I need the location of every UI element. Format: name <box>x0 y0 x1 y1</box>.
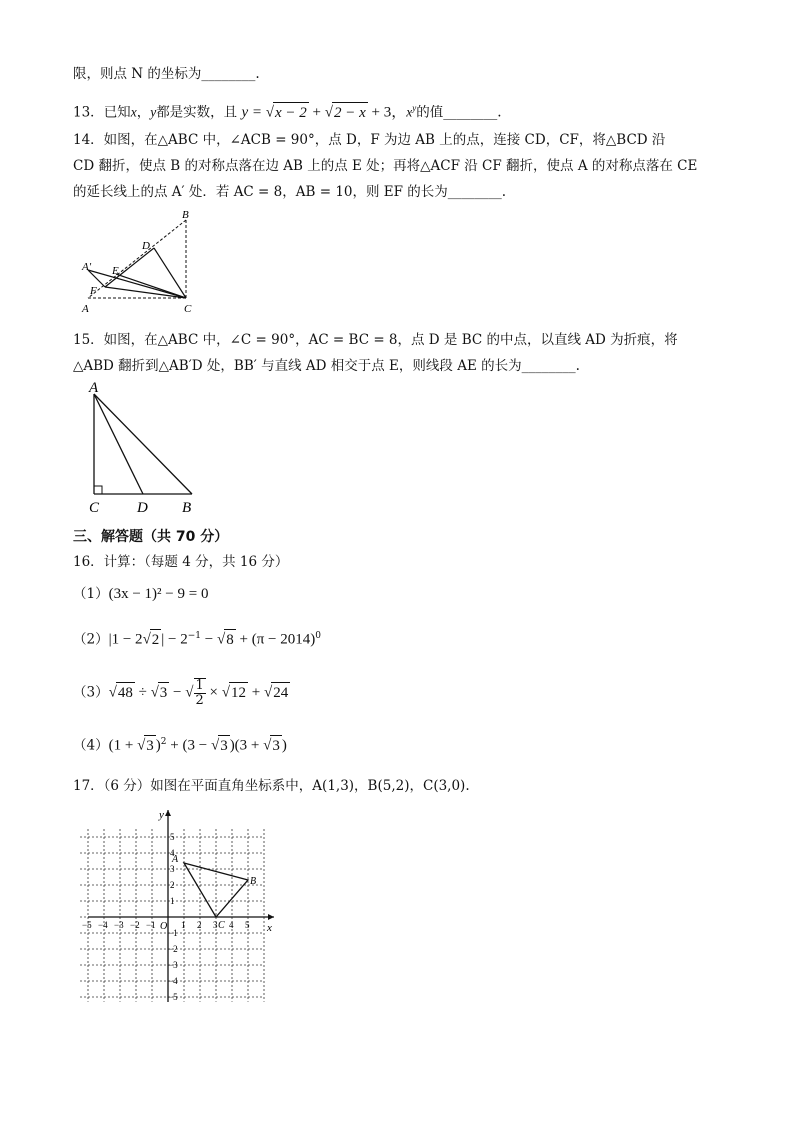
q13-power-base: x <box>406 104 413 120</box>
q14-line-2: CD 翻折，使点 B 的对称点落在边 AB 上的点 E 处；再将△ACF 沿 CF 翻折，使点 A 的对称点落在 CE <box>73 158 698 174</box>
q14-label-B: B <box>182 209 189 221</box>
q15-right-angle-mark <box>94 486 102 494</box>
q16-p3-rad1: 48 <box>116 682 135 703</box>
q13-eq-lhs: y = <box>241 104 266 121</box>
q15-figure <box>82 380 212 518</box>
q16-p3-frac-num: 1 <box>195 678 204 693</box>
q16-p3-op3: × <box>205 684 222 701</box>
q15-label-A: A <box>89 380 99 396</box>
q16-p2-b: | − 2 <box>161 631 188 648</box>
q16-p4-b: ) <box>155 737 161 754</box>
q15-label-D: D <box>137 500 148 516</box>
q16-p4-sup: 2 <box>160 737 167 747</box>
q14-figure <box>78 208 208 318</box>
q14-line-1: 14．如图，在△ABC 中，∠ACB = 90°，点 D，F 为边 AB 上的点，连接 CD，CF，将△BCD 沿 <box>73 132 666 148</box>
q15-label-C: C <box>89 500 100 516</box>
q16-part-4-label: （4） <box>73 737 109 754</box>
q16-p4-rad3: 3 <box>270 735 282 756</box>
q16-p3-rad4: 24 <box>271 682 290 703</box>
q16-p4-d: )(3 + <box>229 737 264 754</box>
q17-text: 17．（6 分）如图在平面直角坐标系中，A(1,3)，B(5,2)，C(3,0). <box>73 778 470 794</box>
q15-line-1: 15．如图，在△ABC 中，∠C = 90°，AC = BC = 8，点 D 是 BC 的中点，以直线 AD 为折痕，将 <box>73 332 678 348</box>
q14-label-D: D <box>142 240 150 252</box>
q16-p4-rad1: 3 <box>144 735 156 756</box>
q17-y-tick-label: −5 <box>168 992 178 1002</box>
q16-p2-d: + (π − 2014) <box>235 631 316 648</box>
q16-p3-op4: + <box>247 684 264 701</box>
q17-y-tick-label: −4 <box>168 976 178 986</box>
q14-label-A-prime: A′ <box>82 261 92 273</box>
q16-part-3-label: （3） <box>73 684 109 701</box>
q17-x-tick-label: 4 <box>229 920 234 930</box>
q17-y-tick-label: −1 <box>168 928 178 938</box>
q13-tail: + 3， <box>367 104 407 121</box>
q17-y-tick-label: 1 <box>170 896 175 906</box>
q17-y-axis-arrow <box>165 810 171 816</box>
q13-plus: + <box>308 104 325 121</box>
q17-x-tick-label: −4 <box>98 920 108 930</box>
q16-p4-e: ) <box>281 737 287 754</box>
q17-label-B: B <box>250 876 257 887</box>
q14-label-A: A <box>82 303 89 315</box>
q14-label-F: F <box>90 285 97 297</box>
q16-part-2: （2）|1 − 2√2 | − $2^{-1} - √8 + (\pi - 2014)^0$ <box>73 626 321 650</box>
q17-y-tick-label: 3 <box>170 864 175 874</box>
q13-text: 都是实数，且 <box>156 104 238 121</box>
q15-line-2: △ABD 翻折到△AB′D 处，BB′ 与直线 AD 相交于点 E，则线段 AE 的长为________. <box>73 358 580 374</box>
q17-x-tick-label: −5 <box>82 920 92 930</box>
q14-seg-BA <box>88 220 186 298</box>
q17-x-tick-label: 1 <box>181 920 186 930</box>
q17-label-A: A <box>172 854 179 865</box>
q16-part-1-expr: (3x − 1)² − 9 = 0 <box>108 586 209 602</box>
q17-y-tick-label: −3 <box>168 960 178 970</box>
q14-label-C: C <box>184 303 192 315</box>
q17-x-tick-label: 3 <box>213 920 218 930</box>
q13-intro: 已知 <box>103 104 131 121</box>
q14-label-E: E <box>112 265 119 277</box>
section-3-heading: 三、解答题（共 70 分） <box>73 529 229 545</box>
q17-x-tick-label: 5 <box>245 920 250 930</box>
q16-p4-a: (1 + <box>108 737 138 754</box>
q16-part-1-label: （1） <box>73 586 109 602</box>
q17-coordinate-grid <box>84 806 280 1006</box>
q16-p2-c: − <box>201 631 218 648</box>
q16-p2-rad2: 8 <box>224 629 236 650</box>
q16-p2-a: |1 − 2 <box>108 631 143 648</box>
q16-p3-rad2: 3 <box>158 682 170 703</box>
q17-y-tick-label: 5 <box>170 832 175 842</box>
q15-label-B: B <box>182 500 192 516</box>
q16-part-2-label: （2） <box>73 631 109 648</box>
q13-power-exp: y <box>412 103 417 113</box>
q17-x-tick-label: −3 <box>114 920 124 930</box>
q16-p3-op2: − <box>169 684 186 701</box>
q17-origin-label: O <box>160 921 168 932</box>
q16-p4-rad2: 3 <box>218 735 230 756</box>
q16-title: 16．计算：（每题 4 分，共 16 分） <box>73 554 289 570</box>
q16-p3-rad3: 12 <box>229 682 248 703</box>
q17-x-axis-label: x <box>267 922 272 934</box>
q17-x-tick-label: −1 <box>146 920 156 930</box>
q16-part-1 <box>73 584 208 604</box>
q16-p2-sup2: 0 <box>315 631 321 641</box>
q16-p3-op1: ÷ <box>134 684 151 701</box>
q13-radical-1: x − 2 <box>273 102 309 123</box>
q17-x-axis-arrow <box>268 914 274 920</box>
q15-seg-AB <box>94 394 192 494</box>
q16-p2-sup1: −1 <box>187 631 202 641</box>
q17-x-tick-label: 2 <box>197 920 202 930</box>
q17-y-tick-label: 2 <box>170 880 175 890</box>
q13-var-x: x <box>130 104 137 120</box>
q15-seg-AD <box>94 394 143 494</box>
q17-y-tick-label: 4 <box>170 848 175 858</box>
q14-seg-EC <box>116 274 186 298</box>
q12-tail: 限，则点 N 的坐标为________. <box>73 66 260 82</box>
q13-radical-2: 2 − x <box>332 102 368 123</box>
q14-seg-FC <box>105 287 186 298</box>
q13-sep: ， <box>136 104 151 121</box>
q13-number: 13． <box>73 104 104 121</box>
q13-var-y: y <box>150 104 157 120</box>
q17-y-axis-label: y <box>159 809 164 821</box>
q16-p4-c: + (3 − <box>166 737 211 754</box>
q16-part-3: （3）√48 ÷ √3 − √ $\frac{1}{2}$ × √12 + √24 <box>73 678 289 708</box>
q17-x-tick-label: −2 <box>130 920 140 930</box>
q17-label-C: C <box>218 920 225 931</box>
q16-p2-rad1: 2 <box>150 629 162 650</box>
q14-line-3: 的延长线上的点 A′ 处．若 AC = 8，AB = 10，则 EF 的长为________. <box>73 184 507 200</box>
q13-end: 的值________. <box>416 104 502 121</box>
q16-p3-fraction <box>194 678 206 708</box>
q13-line: 13．已知x，y都是实数，且 y = √x − 2 + √2 − x + 3，$x^y$的值________. <box>73 103 502 121</box>
q16-part-4: （4）(1 + √3 )$^2$ + (3 − √3 )(3 + √3 ) <box>73 732 287 756</box>
q17-y-tick-label: −2 <box>168 944 178 954</box>
q16-p3-frac-den: 2 <box>195 693 204 708</box>
